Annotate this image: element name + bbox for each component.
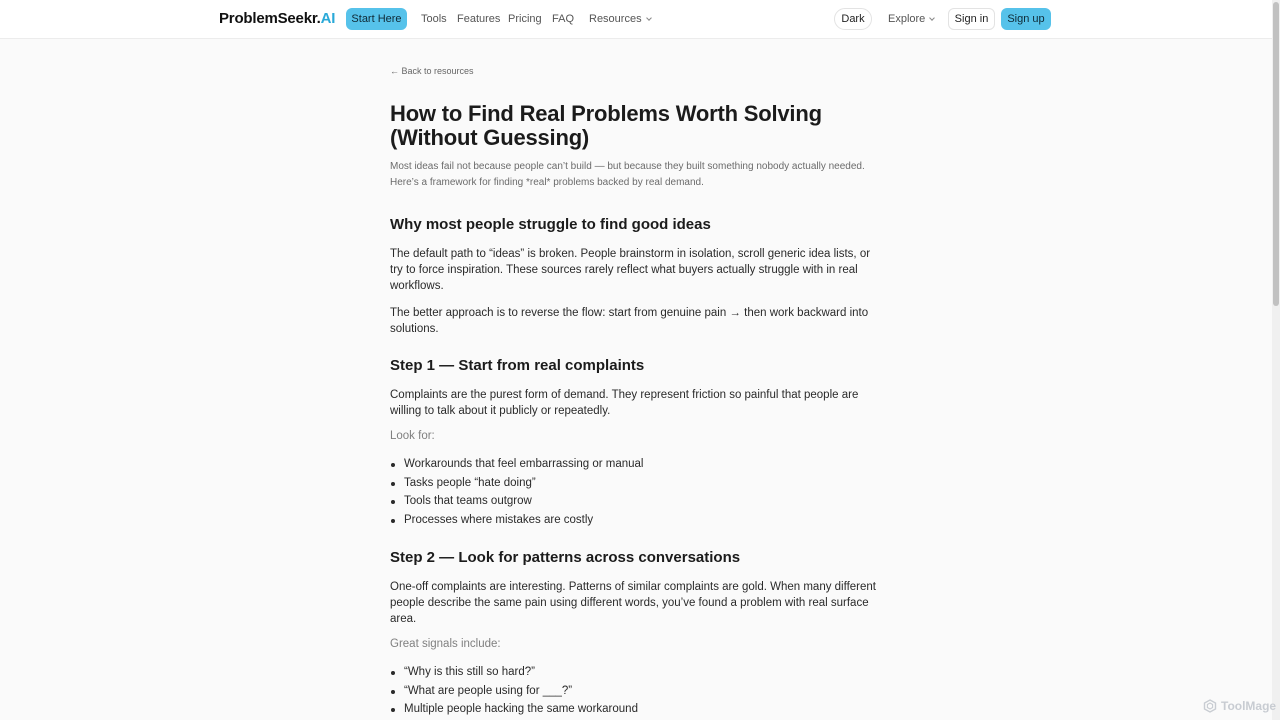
list-item: Tools that teams outgrow bbox=[390, 492, 644, 511]
chevron-down-icon bbox=[929, 15, 935, 21]
signals-list bbox=[390, 663, 638, 719]
page-subtitle: Most ideas fail not because people can’t build — but because they built something nobody actually needed. Here’s a framework for finding *real* problems backed by real demand. bbox=[390, 161, 865, 188]
dark-mode-toggle[interactable]: Dark bbox=[834, 8, 872, 30]
nav-pricing[interactable]: Pricing bbox=[508, 13, 542, 25]
nav-resources[interactable] bbox=[589, 13, 651, 25]
brand-logo[interactable] bbox=[219, 10, 335, 27]
look-for-label: Look for: bbox=[390, 430, 435, 442]
paragraph: The better approach is to reverse the flow: start from genuine pain → then work backward into solutions. bbox=[390, 307, 869, 335]
explore-label: Explore bbox=[888, 13, 926, 25]
complaints-list bbox=[390, 455, 644, 530]
page-title: How to Find Real Problems Worth Solving (Without Guessing) bbox=[390, 101, 822, 150]
nav-resources-label: Resources bbox=[589, 13, 642, 25]
sign-in-button[interactable]: Sign in bbox=[948, 8, 995, 30]
paragraph: The default path to “ideas” is broken. People brainstorm in isolation, scroll generic idea lists, or try to force inspiration. These sources rarely reflect what buyers actually struggle with in real workflows. bbox=[390, 248, 871, 292]
list-item: Workarounds that feel embarrassing or manual bbox=[390, 455, 644, 474]
section-heading-step2: Step 2 — Look for patterns across conversations bbox=[390, 549, 741, 566]
watermark bbox=[1203, 699, 1276, 713]
paragraph: Complaints are the purest form of demand. They represent friction so painful that people are willing to talk about it publicly or repeatedly. bbox=[390, 389, 859, 417]
signals-label: Great signals include: bbox=[390, 638, 501, 650]
start-here-button[interactable]: Start Here bbox=[346, 8, 407, 30]
section-heading-step1: Step 1 — Start from real complaints bbox=[390, 357, 645, 374]
list-item: Multiple people hacking the same workaround bbox=[390, 700, 638, 719]
list-item: Tasks people “hate doing” bbox=[390, 474, 644, 493]
explore-menu[interactable] bbox=[888, 13, 934, 25]
watermark-logo-icon bbox=[1203, 699, 1217, 713]
scrollbar-thumb[interactable] bbox=[1273, 2, 1279, 306]
paragraph: One-off complaints are interesting. Patterns of similar complaints are gold. When many different people describe the same pain using different words, you’ve found a problem with real surface area. bbox=[390, 581, 876, 625]
sign-up-button[interactable]: Sign up bbox=[1001, 8, 1051, 30]
nav-tools[interactable]: Tools bbox=[421, 13, 447, 25]
chevron-down-icon bbox=[646, 15, 652, 21]
list-item: “Why is this still so hard?” bbox=[390, 663, 638, 682]
logo-accent: AI bbox=[320, 10, 336, 27]
nav-faq[interactable]: FAQ bbox=[552, 13, 575, 25]
logo-text: ProblemSeekr. bbox=[219, 10, 321, 27]
list-item: Processes where mistakes are costly bbox=[390, 511, 644, 530]
nav-features[interactable]: Features bbox=[457, 13, 501, 25]
list-item: “What are people using for ___?” bbox=[390, 682, 638, 701]
top-nav-bar bbox=[0, 0, 1272, 39]
watermark-text: ToolMage bbox=[1221, 699, 1277, 713]
section-heading-why: Why most people struggle to find good ideas bbox=[390, 216, 711, 233]
back-to-resources-link[interactable]: ← Back to resources bbox=[390, 66, 474, 76]
